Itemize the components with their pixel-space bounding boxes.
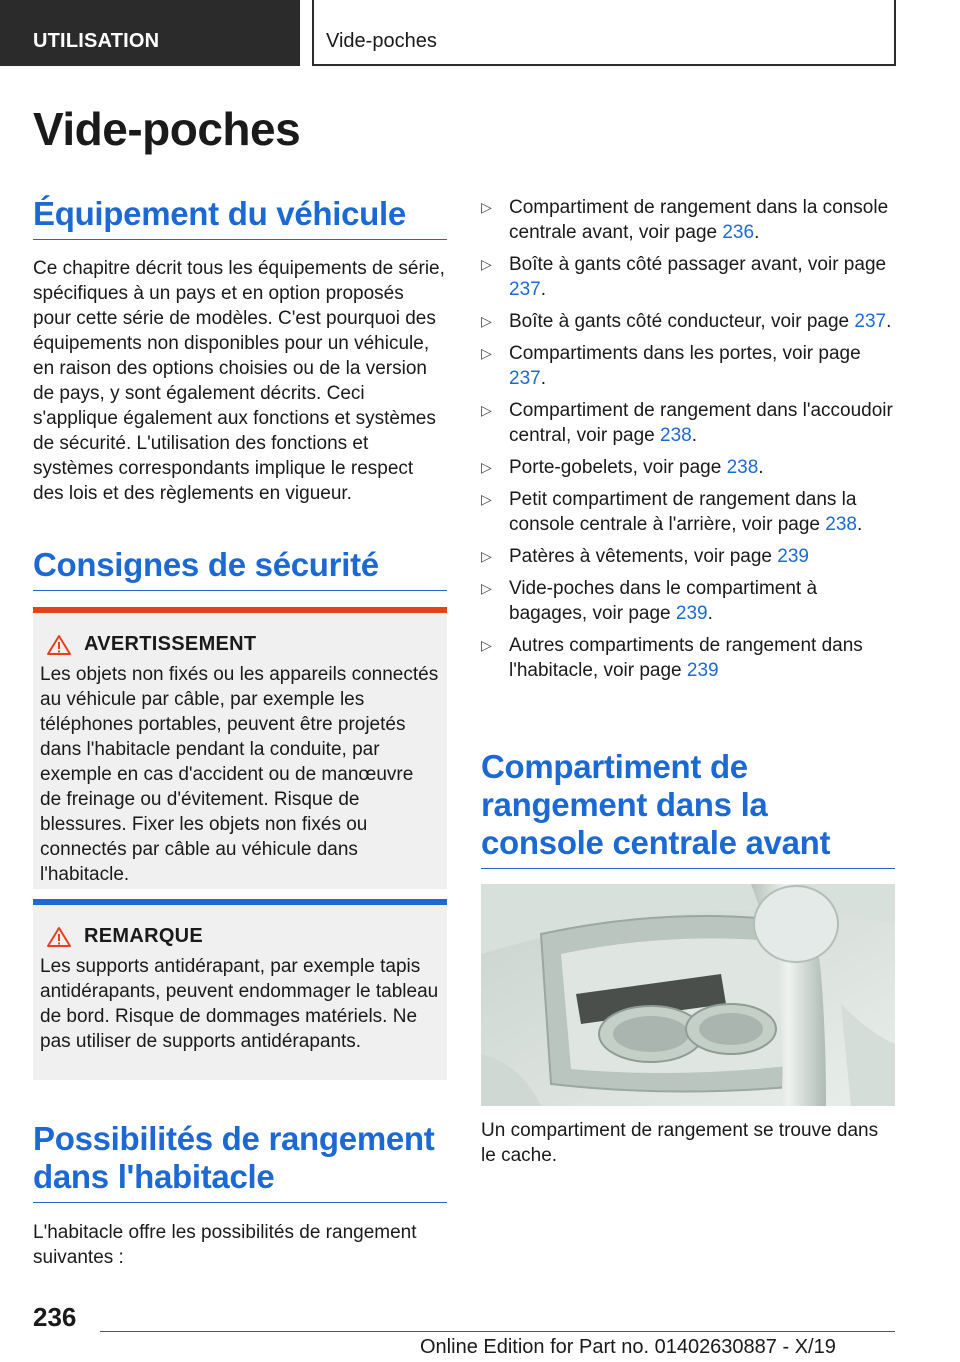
storage-item-suffix: . bbox=[856, 514, 863, 535]
storage-text: L'habitacle offre les possibilités de rangement suivantes : bbox=[33, 1222, 417, 1268]
storage-item-suffix: . bbox=[540, 368, 546, 389]
storage-item-suffix: . bbox=[758, 457, 764, 478]
storage-list-item bbox=[481, 252, 895, 302]
storage-item-text: Autres compartiments de rangement dans l'habitacle, voir page bbox=[509, 635, 863, 681]
storage-list-item bbox=[481, 195, 895, 245]
storage-list-item bbox=[481, 487, 895, 537]
storage-item-text: Boîte à gants côté conducteur, voir page bbox=[509, 311, 850, 332]
storage-list bbox=[481, 195, 895, 690]
triangle-bullet-icon: ▷ bbox=[481, 637, 492, 653]
console-compartment-image bbox=[481, 884, 895, 1106]
note-header bbox=[40, 925, 439, 948]
warning-label: AVERTISSEMENT bbox=[84, 633, 257, 655]
storage-list-item bbox=[481, 309, 895, 334]
triangle-bullet-icon: ▷ bbox=[481, 491, 492, 507]
storage-item-suffix: . bbox=[754, 222, 760, 243]
triangle-bullet-icon: ▷ bbox=[481, 256, 492, 272]
footer-divider bbox=[100, 1331, 895, 1332]
storage-item-text: Boîte à gants côté passager avant, voir page bbox=[509, 254, 887, 275]
storage-item-suffix: . bbox=[707, 603, 713, 624]
storage-item-suffix: . bbox=[886, 311, 892, 332]
storage-item-text: Compartiments dans les portes, voir page bbox=[509, 343, 861, 364]
page-number: 236 bbox=[33, 1302, 77, 1332]
note-text: Les supports antidérapant, par exemple tapis antidérapants, peuvent endommager le tableau de bord. Risque de dommages matériels. Ne pas utiliser de supports antidérapants. bbox=[40, 956, 439, 1052]
console-caption: Un compartiment de rangement se trouve dans le cache. bbox=[481, 1120, 879, 1166]
triangle-bullet-icon: ▷ bbox=[481, 345, 492, 361]
storage-item-text: Patères à vêtements, voir page bbox=[509, 546, 772, 567]
safety-heading: Consignes de sécurité bbox=[33, 546, 447, 591]
page-link[interactable]: 237 bbox=[854, 311, 887, 332]
triangle-bullet-icon: ▷ bbox=[481, 548, 492, 564]
triangle-bullet-icon: ▷ bbox=[481, 459, 492, 475]
console-heading: Compartiment de rangement dans la console centrale avant bbox=[481, 748, 895, 869]
page-title: Vide-poches bbox=[33, 103, 301, 155]
page-link[interactable]: 238 bbox=[660, 425, 692, 446]
note-box bbox=[33, 899, 447, 1080]
storage-list-item bbox=[481, 455, 895, 480]
header-section-tab bbox=[0, 0, 300, 66]
page-link[interactable]: 237 bbox=[509, 368, 541, 389]
page-link[interactable]: 239 bbox=[777, 546, 809, 567]
storage-item-text: Vide-poches dans le compartiment à bagages, voir page bbox=[509, 578, 818, 624]
page-link[interactable]: 239 bbox=[675, 603, 708, 624]
storage-heading: Possibilités de rangement dans l'habitacle bbox=[33, 1120, 447, 1203]
header-section-label: UTILISATION bbox=[33, 30, 160, 52]
equipment-heading: Équipement du véhicule bbox=[33, 195, 447, 240]
caution-triangle-icon bbox=[46, 926, 72, 948]
storage-list-item bbox=[481, 633, 895, 683]
storage-item-suffix: . bbox=[540, 279, 546, 300]
warning-box bbox=[33, 607, 447, 889]
page-link[interactable]: 237 bbox=[509, 279, 541, 300]
warning-text: Les objets non fixés ou les appareils connectés au véhicule par câble, par exemple les téléphones portables, peuvent être projetés dans l'habitacle pendant la conduite, par exemple en cas d'accident ou de manœuvre de freinage ou d'évitement. Risque de blessures. Fixer les objets non fixés ou connectés par câble au véhicule dans l'habitacle. bbox=[40, 664, 439, 885]
storage-item-text: Petit compartiment de rangement dans la console centrale à l'arrière, voir page bbox=[509, 489, 857, 535]
storage-item-text: Compartiment de rangement dans la console centrale avant, voir page bbox=[509, 197, 889, 243]
storage-list-item bbox=[481, 341, 895, 391]
storage-item-text: Porte-gobelets, voir page bbox=[509, 457, 722, 478]
page-link[interactable]: 238 bbox=[825, 514, 857, 535]
footer-edition: Online Edition for Part no. 01402630887 - X/19 bbox=[420, 1336, 836, 1358]
storage-list-item bbox=[481, 576, 895, 626]
equipment-text: Ce chapitre décrit tous les équipements de série, spécifiques à un pays et en option proposés pour cette série de modèles. C'est pourquoi des équipements non disponibles pour un véhicule, en raison des options choisies ou de la version de pays, y sont également décrits. Ceci s'applique également aux fonctions et systèmes de sécurité. L'utilisation des fonctions et systèmes correspondants implique le respect des lois et des règlements en vigueur. bbox=[33, 258, 445, 504]
page-link[interactable]: 236 bbox=[722, 222, 755, 243]
storage-list-item bbox=[481, 398, 895, 448]
storage-item-text: Compartiment de rangement dans l'accoudoir central, voir page bbox=[509, 400, 893, 446]
warning-triangle-icon bbox=[46, 634, 72, 656]
page-link[interactable]: 239 bbox=[686, 660, 719, 681]
note-label: REMARQUE bbox=[84, 925, 204, 947]
header-chapter-label: Vide-poches bbox=[326, 30, 437, 52]
header-chapter-tab bbox=[312, 0, 896, 66]
page-link[interactable]: 238 bbox=[726, 457, 759, 478]
triangle-bullet-icon: ▷ bbox=[481, 402, 492, 418]
triangle-bullet-icon: ▷ bbox=[481, 199, 492, 215]
storage-item-suffix: . bbox=[691, 425, 698, 446]
triangle-bullet-icon: ▷ bbox=[481, 313, 492, 329]
storage-list-item bbox=[481, 544, 895, 569]
triangle-bullet-icon: ▷ bbox=[481, 580, 492, 596]
warning-header bbox=[40, 633, 439, 656]
